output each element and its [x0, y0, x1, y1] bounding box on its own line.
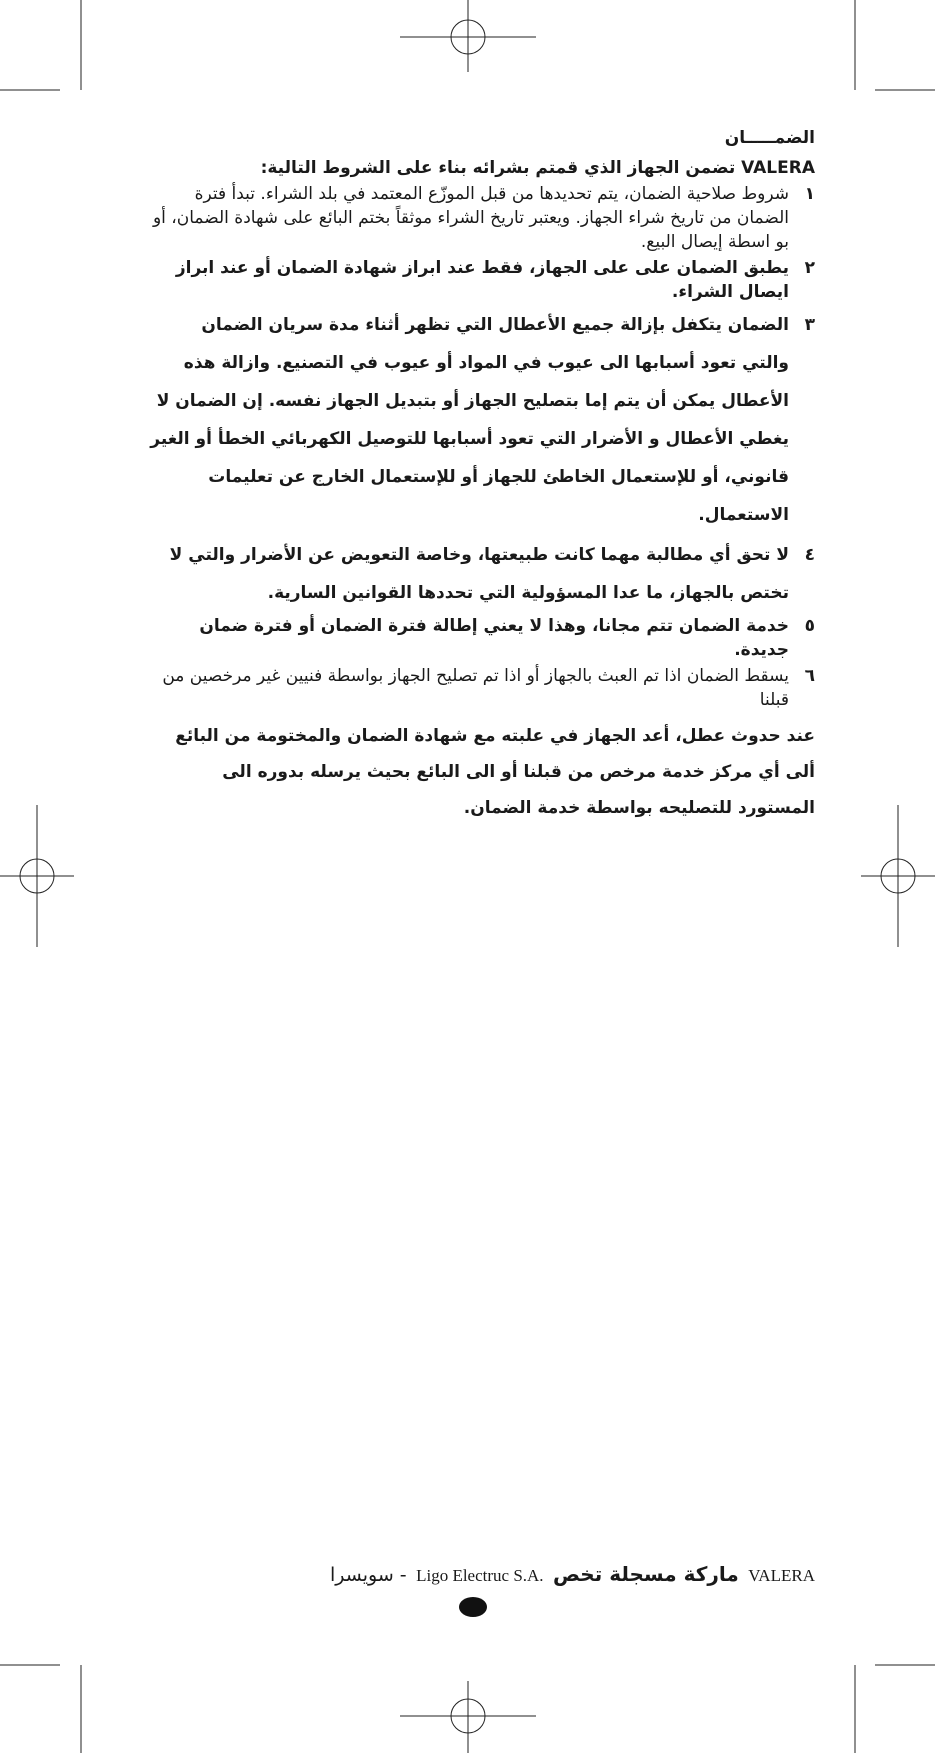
- item-text: شروط صلاحية الضمان، يتم تحديدها من قبل الموزّع المعتمد في بلد الشراء. تبدأ فترة الضمان من تاريخ شراء الجهاز. ويعتبر تاريخ الشراء موثقاً بختم البائع على شهادة الضمان، أو بو اسطة إيصال البيع.: [152, 184, 789, 252]
- warranty-section: [150, 126, 815, 826]
- item-number: ٣: [804, 315, 815, 335]
- trademark-footer: [330, 1562, 815, 1586]
- warranty-intro: VALERA تضمن الجهاز الذي قمتم بشرائه بناء على الشروط التالية:: [260, 158, 815, 178]
- item-number: ١: [804, 184, 815, 204]
- footer-registered-text: ماركة مسجلة تخص: [553, 1562, 739, 1586]
- list-item: [150, 256, 815, 304]
- registration-mark-left: [0, 805, 74, 947]
- section-heading: الضمـــــان: [724, 128, 815, 148]
- registration-mark-bottom: [400, 1681, 536, 1753]
- item-number: ٢: [804, 258, 815, 278]
- item-number: ٥: [804, 616, 815, 636]
- footer-company: Ligo Electruc S.A.: [416, 1566, 544, 1585]
- list-item: [150, 614, 815, 662]
- item-text: خدمة الضمان تتم مجانا، وهذا لا يعني إطالة فترة الضمان أو فترة ضمان جديدة.: [199, 616, 789, 660]
- footer-country: - سويسرا: [330, 1564, 407, 1586]
- list-item: [150, 182, 815, 254]
- footer-brand: VALERA: [748, 1566, 815, 1585]
- page-marker-dot: [459, 1597, 487, 1617]
- item-text: الضمان يتكفل بإزالة جميع الأعطال التي تظهر أثناء مدة سريان الضمان والتي تعود أسبابها الى عيوب في المواد أو عيوب في التصنيع. وازالة هذه الأعطال يمكن أن يتم إما بتصليح الجهاز أو بتبديل الجهاز نفسه. إن الضمان لا يغطي الأعطال و الأضرار التي تعود أسبابها للتوصيل الكهربائي الخطأ أو الغير قانوني، أو للإستعمال الخاطئ للجهاز أو للإستعمال الخارج عن تعليمات الاستعمال.: [150, 315, 789, 525]
- item-text: يسقط الضمان اذا تم العبث بالجهاز أو اذا تم تصليح الجهاز بواسطة فنيين غير مرخصين من قبلنا: [162, 666, 789, 710]
- item-number: ٤: [804, 545, 815, 565]
- item-number: ٦: [804, 666, 815, 686]
- closing-paragraph: عند حدوث عطل، أعد الجهاز في علبته مع شهادة الضمان والمختومة من البائع ألى أي مركز خدمة مرخص من قبلنا أو الى البائع بحيث يرسله بدوره الى المستورد للتصليحه بواسطة خدمة الضمان.: [175, 726, 815, 818]
- registration-mark-top: [400, 0, 536, 72]
- list-item: [150, 536, 815, 612]
- item-text: لا تحق أي مطالبة مهما كانت طبيعتها، وخاصة التعويض عن الأضرار والتي لا تختص بالجهاز، ما عدا المسؤولية التي تحددها القوانين السارية.: [169, 545, 789, 603]
- list-item: [150, 306, 815, 534]
- list-item: [150, 664, 815, 712]
- registration-mark-right: [861, 805, 935, 947]
- item-text: يطبق الضمان على على الجهاز، فقط عند ابراز شهادة الضمان أو عند ابراز ايصال الشراء.: [175, 258, 789, 302]
- warranty-conditions-list: [150, 182, 815, 712]
